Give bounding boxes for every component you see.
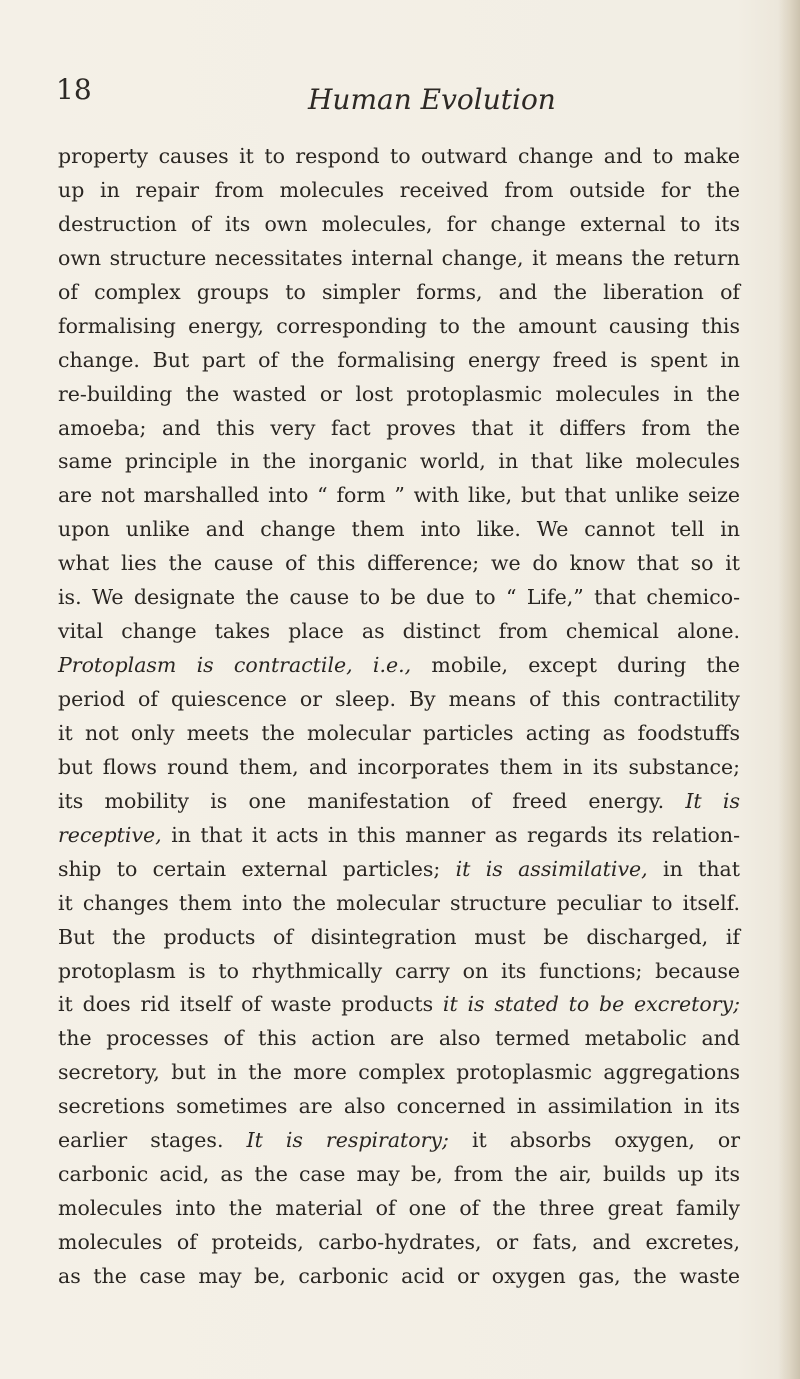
text-line: [58, 208, 740, 242]
italic-text: receptive,: [58, 822, 162, 847]
text-segment: own structure necessitates internal change, it means the return: [58, 245, 740, 270]
text-segment: property causes it to respond to outward change and to make: [58, 144, 740, 168]
text-line: [58, 988, 740, 1022]
italic-text: It is respiratory;: [246, 1128, 449, 1153]
text-segment: But the products of disintegration must be discharged, if: [58, 924, 740, 949]
italic-text: It is: [685, 788, 740, 813]
text-line: [58, 819, 740, 853]
text-line: [58, 344, 740, 378]
text-line: [58, 412, 740, 446]
text-segment: are not marshalled into “ form ” with like, but that unlike seize: [58, 483, 740, 508]
text-segment: in that: [647, 856, 740, 881]
text-line: [58, 615, 740, 649]
text-segment: secretory, but in the more complex protoplasmic aggregations: [58, 1060, 740, 1085]
text-line: [58, 717, 740, 751]
text-segment: molecules of proteids, carbo-hydrates, or fats, and excretes,: [58, 1230, 740, 1254]
text-line: [58, 1056, 740, 1090]
text-line: [58, 955, 740, 989]
text-segment: it absorbs oxygen, or: [448, 1128, 740, 1153]
text-segment: its mobility is one manifestation of freed energy.: [58, 788, 686, 813]
text-line: [58, 242, 740, 276]
text-line: [58, 547, 740, 581]
text-segment: it not only meets the molecular particles acting as foodstuffs: [58, 720, 740, 745]
page-edge-shadow: [778, 0, 800, 1379]
text-segment: ship to certain external particles;: [58, 856, 456, 881]
text-line: [58, 1226, 740, 1260]
text-segment: earlier stages.: [58, 1128, 247, 1153]
text-segment: amoeba; and this very fact proves that it differs from the: [58, 415, 740, 440]
text-line: [58, 1192, 740, 1226]
text-segment: upon unlike and change them into like. We cannot tell in: [58, 517, 740, 542]
text-segment: period of quiescence or sleep. By means of this contractility: [58, 687, 740, 711]
text-line: [58, 1090, 740, 1124]
text-line: [58, 683, 740, 717]
text-segment: it does rid itself of waste products: [58, 992, 443, 1017]
text-segment: but flows round them, and incorporates them in its substance;: [58, 754, 740, 779]
text-line: [58, 310, 740, 344]
text-segment: secretions sometimes are also concerned in assimilation in its: [58, 1094, 740, 1119]
text-segment: what lies the cause of this difference; we do know that so it: [58, 551, 740, 576]
text-segment: mobile, except during the: [411, 653, 740, 678]
text-segment: change. But part of the formalising energy freed is spent in: [58, 347, 740, 372]
body-text: [58, 140, 740, 1294]
text-line: [58, 1260, 740, 1294]
text-line: [58, 785, 740, 819]
text-line: [58, 276, 740, 310]
text-segment: the processes of this action are also termed metabolic and: [58, 1026, 740, 1051]
text-segment: molecules into the material of one of the three great family: [58, 1196, 740, 1221]
text-line: [58, 1022, 740, 1056]
text-segment: up in repair from molecules received from outside for the: [58, 177, 740, 202]
page-header: [56, 72, 676, 122]
text-segment: is. We designate the cause to be due to “ Life,” that chemico-: [58, 585, 740, 610]
text-segment: of complex groups to simpler forms, and the liberation of: [58, 279, 740, 304]
text-segment: as the case may be, carbonic acid or oxygen gas, the waste: [58, 1263, 740, 1288]
text-segment: carbonic acid, as the case may be, from the air, builds up its: [58, 1162, 740, 1187]
text-line: [58, 513, 740, 547]
text-line: [58, 445, 740, 479]
italic-text: it is assimilative,: [455, 856, 648, 881]
text-line: [58, 1124, 740, 1158]
text-line: [58, 479, 740, 513]
text-segment: same principle in the inorganic world, in that like molecules: [58, 449, 740, 474]
text-segment: re-building the wasted or lost protoplasmic molecules in the: [58, 381, 740, 406]
text-segment: formalising energy, corresponding to the amount causing this: [58, 313, 740, 338]
text-segment: protoplasm is to rhythmically carry on its functions; because: [58, 958, 740, 983]
text-line: [58, 649, 740, 683]
page-number: 18: [56, 73, 92, 106]
text-segment: it changes them into the molecular structure peculiar to itself.: [58, 890, 740, 915]
text-line: [58, 174, 740, 208]
text-segment: destruction of its own molecules, for change external to its: [58, 211, 740, 236]
running-title: Human Evolution: [308, 83, 556, 116]
text-line: [58, 921, 740, 955]
text-line: [58, 1158, 740, 1192]
italic-text: Protoplasm is contractile, i.e.,: [58, 653, 412, 678]
italic-text: it is stated to be excretory;: [442, 992, 741, 1017]
text-segment: in that it acts in this manner as regards its relation-: [161, 822, 740, 847]
text-line: [58, 378, 740, 412]
text-line: [58, 140, 740, 174]
text-line: [58, 581, 740, 615]
text-line: [58, 751, 740, 785]
text-line: [58, 887, 740, 921]
text-segment: vital change takes place as distinct from chemical alone.: [58, 619, 740, 644]
text-line: [58, 853, 740, 887]
